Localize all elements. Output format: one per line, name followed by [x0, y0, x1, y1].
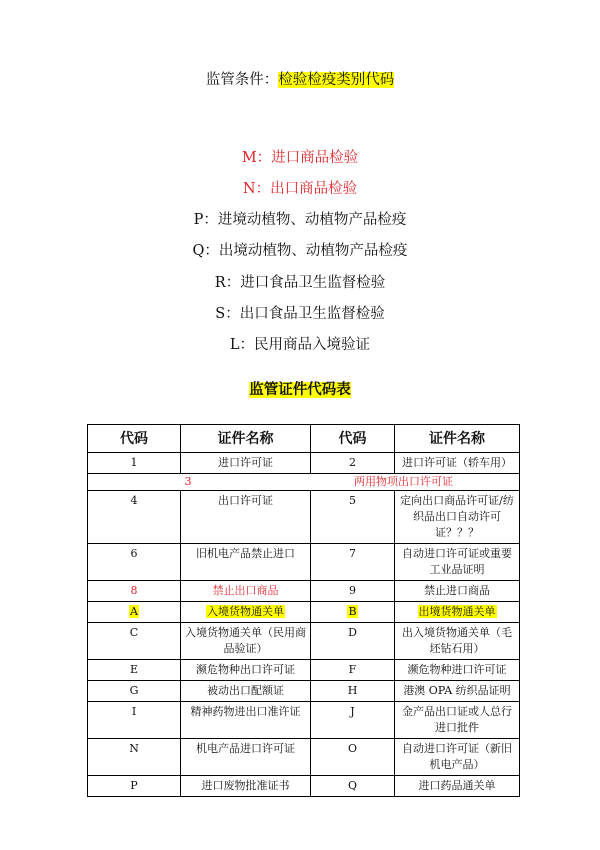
condition-q: Q：出境动植物、动植物产品检疫 — [192, 243, 408, 259]
code-text: C — [129, 626, 139, 639]
name-text: 入境货物通关单（民用商品验证） — [185, 626, 306, 655]
cell-name — [395, 581, 520, 602]
name-text: 入境货物通关单 — [207, 605, 284, 618]
heading-label: 监管条件： — [205, 72, 279, 88]
code-text: Q — [347, 779, 358, 792]
cell-code — [88, 623, 181, 660]
cell-name — [395, 491, 520, 544]
header-name-2: 证件名称 — [395, 425, 520, 453]
cell-name — [181, 491, 311, 544]
license-code-table — [87, 424, 520, 797]
table-title — [0, 378, 600, 399]
cell-name — [395, 739, 520, 776]
cell-code — [311, 544, 395, 581]
code-text: P — [130, 779, 138, 792]
code-text: I — [131, 705, 137, 718]
name-text: 进口药品通关单 — [418, 779, 496, 792]
code-text: N — [129, 742, 139, 755]
cell-code — [311, 776, 395, 797]
name-text: 精神药物进出口准许证 — [190, 705, 301, 718]
condition-r: R：进口食品卫生监督检验 — [214, 275, 386, 291]
table-row — [88, 681, 520, 702]
table-row — [88, 544, 520, 581]
cell-name — [181, 544, 311, 581]
cell-name — [181, 602, 311, 623]
cell-code — [88, 660, 181, 681]
cell-code — [88, 702, 181, 739]
cell-name — [181, 776, 311, 797]
name-text: 旧机电产品禁止进口 — [196, 547, 295, 560]
cell-name — [181, 702, 311, 739]
name-text: 被动出口配额证 — [207, 684, 284, 697]
cell-name — [181, 660, 311, 681]
table-row — [88, 660, 520, 681]
heading-highlight: 检验检疫类别代码 — [278, 72, 395, 88]
code-text: 5 — [349, 494, 356, 507]
code-text: B — [348, 605, 357, 618]
table-row — [88, 623, 520, 660]
header-code-2: 代码 — [311, 425, 395, 453]
name-text: 出口许可证 — [218, 494, 273, 507]
cell-name — [181, 623, 311, 660]
name-text: 港澳 OPA 纺织品证明 — [403, 684, 511, 697]
name-text: 金产品出口证或人总行进口批件 — [402, 705, 512, 734]
code-text: 1 — [130, 456, 138, 469]
code-text: G — [129, 684, 139, 697]
header-code-1: 代码 — [88, 425, 181, 453]
cell-code — [88, 453, 181, 474]
cell-code — [88, 581, 181, 602]
name-text: 濒危物种出口许可证 — [196, 663, 295, 676]
cell-code — [88, 491, 181, 544]
cell-name — [181, 739, 311, 776]
cell-name — [395, 660, 520, 681]
table-row — [88, 474, 520, 491]
cell-name — [395, 623, 520, 660]
cell-code — [311, 702, 395, 739]
table-row — [88, 491, 520, 544]
cell-code — [311, 581, 395, 602]
cell-code — [88, 544, 181, 581]
cell-code — [311, 660, 395, 681]
cell-name — [395, 681, 520, 702]
cell-name — [395, 602, 520, 623]
cell-name — [181, 581, 311, 602]
condition-s: S：出口食品卫生监督检验 — [215, 306, 385, 322]
code-text: 4 — [130, 494, 138, 507]
cell-code — [88, 739, 181, 776]
cell-name — [181, 681, 311, 702]
name-text: 濒危物种进口许可证 — [407, 663, 507, 676]
cell-code — [311, 739, 395, 776]
name-text: 自动进口许可证（新旧机电产品） — [402, 742, 512, 771]
merged-cell — [88, 474, 520, 491]
table-row — [88, 453, 520, 474]
code-text: A — [130, 605, 138, 618]
page-heading — [0, 68, 600, 89]
name-text: 定向出口商品许可证/纺织品出口自动许可证？？？ — [400, 494, 514, 539]
table-title-text: 监管证件代码表 — [249, 382, 351, 398]
name-text: 出入境货物通关单（毛坯钻石用） — [402, 626, 512, 655]
name-text: 进口许可证 — [218, 456, 273, 469]
cell-code — [88, 602, 181, 623]
code-text: 6 — [130, 547, 138, 560]
cell-code — [311, 681, 395, 702]
name-text: 禁止出口商品 — [212, 584, 279, 597]
table-row — [88, 702, 520, 739]
name-text: 进口废物批准证书 — [201, 779, 290, 792]
code-text: J — [350, 705, 355, 718]
header-name-1: 证件名称 — [181, 425, 311, 453]
condition-n: N：出口商品检验 — [242, 181, 358, 197]
cell-code — [311, 491, 395, 544]
cell-code — [311, 453, 395, 474]
cell-name — [395, 544, 520, 581]
cell-name — [395, 702, 520, 739]
name-text: 禁止进口商品 — [424, 584, 490, 597]
code-text: H — [347, 684, 358, 697]
code-text: E — [129, 663, 139, 676]
cell-code: 3 — [184, 475, 192, 488]
cell-code — [88, 776, 181, 797]
condition-m: M：进口商品检验 — [241, 150, 359, 166]
name-text: 出境货物通关单 — [418, 605, 496, 618]
cell-name — [395, 453, 520, 474]
code-text: 7 — [349, 547, 356, 560]
table-row — [88, 602, 520, 623]
condition-l: L：民用商品入境验证 — [229, 337, 371, 353]
cell-code — [311, 623, 395, 660]
code-text: 9 — [349, 584, 356, 597]
code-text: O — [347, 742, 358, 755]
cell-code — [88, 681, 181, 702]
code-text: F — [348, 663, 357, 676]
cell-name — [395, 776, 520, 797]
cell-name — [181, 453, 311, 474]
code-text: D — [348, 626, 357, 639]
name-text: 自动进口许可证或重要工业品证明 — [402, 547, 512, 576]
table-header-row — [88, 425, 520, 453]
cell-code — [311, 602, 395, 623]
condition-p: P：进境动植物、动植物产品检疫 — [193, 212, 407, 228]
table-row — [88, 776, 520, 797]
cell-name: 两用物项出口许可证 — [354, 475, 453, 488]
name-text: 进口许可证（轿车用） — [402, 456, 512, 469]
table-row — [88, 581, 520, 602]
name-text: 机电产品进口许可证 — [196, 742, 295, 755]
code-text: 8 — [130, 584, 138, 597]
code-text: 2 — [349, 456, 356, 469]
table-row — [88, 739, 520, 776]
